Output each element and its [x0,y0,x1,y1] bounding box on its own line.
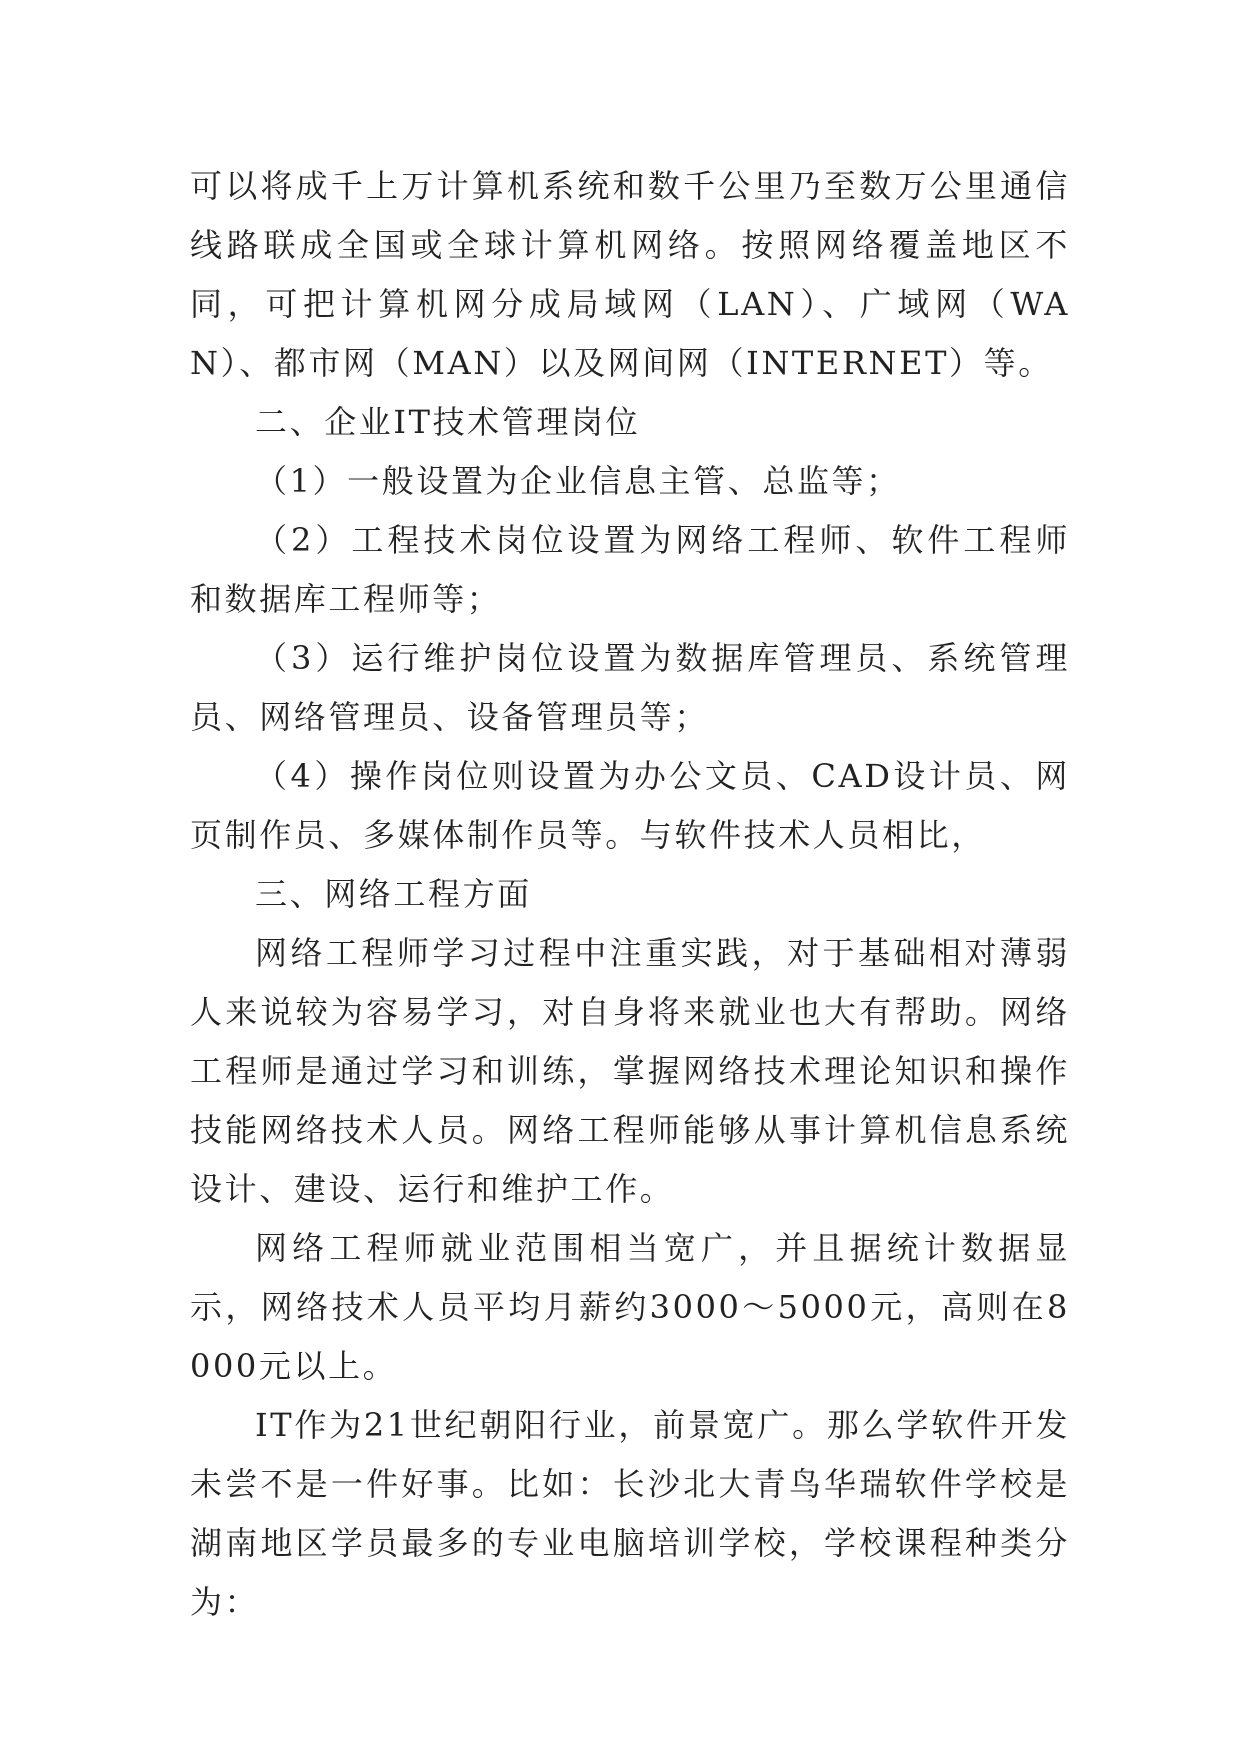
section-heading-network-engineering: 三、网络工程方面 [255,875,532,913]
list-item-1: （1）一般设置为企业信息主管、总监等； [255,462,901,500]
list-item-4: （4）操作岗位则设置为办公文员、CAD设计员、网页制作员、多媒体制作员等。与软件技术人员相比， [190,757,1070,854]
list-item-3: （3）运行维护岗位设置为数据库管理员、系统管理员、网络管理员、设备管理员等； [190,639,1070,736]
paragraph-network-intro: 可以将成千上万计算机系统和数千公里乃至数万公里通信线路联成全国或全球计算机网络。按照网络覆盖地区不同，可把计算机网分成局域网（LAN）、广域网（WAN）、都市网（MAN）以及网间网（INTERNET）等。 [190,167,1070,382]
paragraph-it-industry: IT作为21世纪朝阳行业，前景宽广。那么学软件开发未尝不是一件好事。比如：长沙北大青鸟华瑞软件学校是湖南地区学员最多的专业电脑培训学校，学校课程种类分为： [190,1406,1070,1621]
paragraph-salary: 网络工程师就业范围相当宽广，并且据统计数据显示，网络技术人员平均月薪约3000～5000元，高则在8000元以上。 [190,1229,1070,1385]
document-body [190,157,1070,1632]
paragraph-network-engineer: 网络工程师学习过程中注重实践，对于基础相对薄弱人来说较为容易学习，对自身将来就业也大有帮助。网络工程师是通过学习和训练，掌握网络技术理论知识和操作技能网络技术人员。网络工程师能够从事计算机信息系统设计、建设、运行和维护工作。 [190,934,1070,1208]
section-heading-it-positions: 二、企业IT技术管理岗位 [255,403,641,441]
list-item-2: （2）工程技术岗位设置为网络工程师、软件工程师和数据库工程师等； [190,521,1070,618]
